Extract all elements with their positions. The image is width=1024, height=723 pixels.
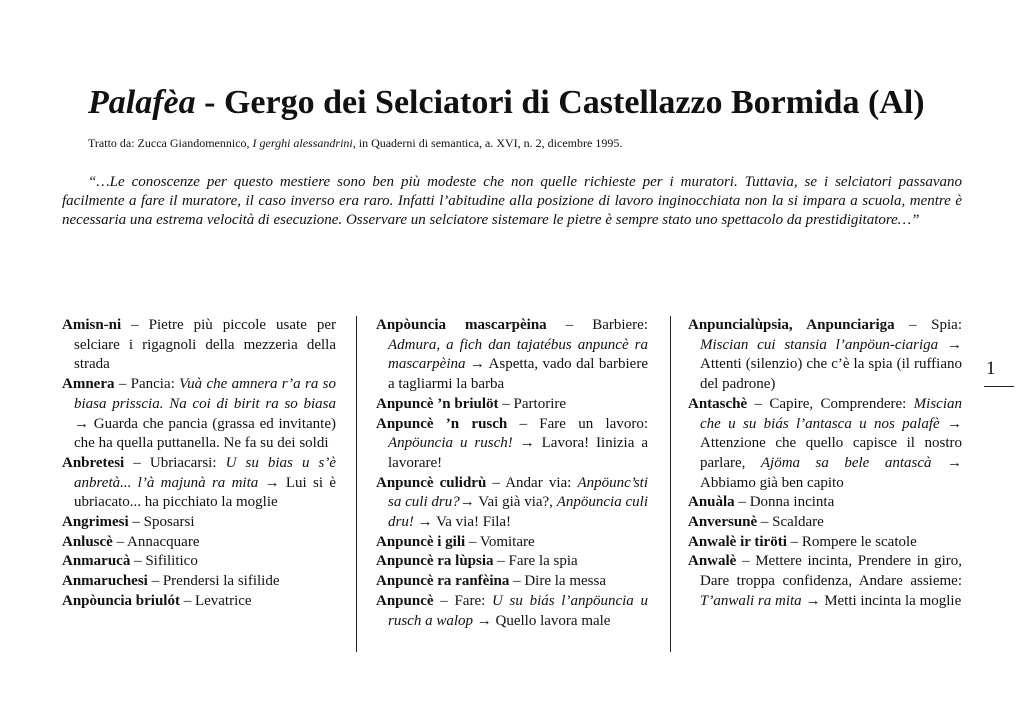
entry-term: Anpuncè ra lùpsia <box>376 553 494 570</box>
entry-translation: → Lavora! Iinizia a lavorare! <box>388 435 648 471</box>
entry-definition: – Ubriacarsi: <box>124 454 226 471</box>
entry-definition: – Fare un lavoro: <box>507 415 648 432</box>
entry-term: Anpuncialùpsia, Anpunciariga <box>688 317 895 333</box>
glossary-entry <box>688 513 962 533</box>
glossary-entry <box>62 454 336 513</box>
glossary-entry <box>62 375 336 454</box>
entry-translation: → Aspetta, vado dal barbiere a tagliarmi la barba <box>388 356 648 393</box>
entry-term: Anpuncè ’n rusch <box>376 415 508 432</box>
page-number: 1 <box>986 358 996 379</box>
entry-definition: – Donna incinta <box>734 494 835 511</box>
glossary-entry <box>376 395 648 415</box>
entry-definition: – Fare la spia <box>493 553 578 570</box>
entry-term: Anversunè <box>688 514 758 531</box>
entry-term: Anuàla <box>688 494 735 511</box>
entry-term: Anpuncè ra ranfèina <box>376 573 510 590</box>
entry-term: Amisn-ni <box>62 317 122 333</box>
entry-example: Admura, a fich dan tajatébus anpuncè ra mascarpèina <box>388 336 648 373</box>
entry-example: Vuà che amnera r’a ra so biasa prisscia. Na coi di birit ra so biasa <box>74 376 336 412</box>
entry-term: Anwalè ir tiröti <box>688 533 787 550</box>
page-title <box>88 84 925 122</box>
entry-definition: – Pancia: <box>114 376 180 393</box>
entry-definition: – Vomitare <box>465 533 535 550</box>
entry-definition: – Levatrice <box>179 592 252 609</box>
entry-translation: → Attenti (silenzio) che c’è la spia (il ruffiano del padrone) <box>700 336 962 393</box>
entry-definition: – Dire la messa <box>509 573 606 590</box>
source-prefix: Tratto da: Zucca Giandomennico, <box>88 136 253 150</box>
entry-example: T’anwali ra mita <box>700 592 802 609</box>
column-divider <box>356 316 357 652</box>
entry-definition: – Sposarsi <box>128 514 195 531</box>
entry-definition: – Fare: <box>433 592 492 609</box>
entry-example: Anpöuncia culi dru! <box>388 494 648 531</box>
entry-example: Anpöuncia u rusch! <box>388 435 513 452</box>
title-rest: - Gergo dei Selciatori di Castellazzo Bormida (Al) <box>195 84 925 121</box>
glossary-entry <box>688 493 962 513</box>
entry-definition: – Capire, Comprendere: <box>747 395 914 412</box>
title-italic: Palafèa <box>88 84 196 121</box>
entry-definition: – Barbiere: <box>546 317 648 333</box>
glossary-entry <box>688 552 962 611</box>
source-work: I gerghi alessandrini <box>252 136 353 150</box>
entry-translation: → Va via! Fila! <box>413 514 512 531</box>
entry-term: Anmarucà <box>62 553 131 570</box>
glossary-entry <box>688 533 962 553</box>
glossary-entry <box>62 316 336 375</box>
glossary-entry <box>376 592 648 631</box>
entry-translation: → Metti incinta la moglie <box>801 592 962 609</box>
entry-definition: – Annacquare <box>112 533 200 550</box>
entry-definition: – Mettere incinta, Prendere in giro, Dare troppa confidenza, Andare assieme: <box>700 553 962 590</box>
glossary-entry <box>376 316 648 395</box>
entry-definition: – Pietre più piccole usate per selciare i rigagnoli della mezzeria della strada <box>74 317 336 373</box>
entry-example: Anpöunc’sti sa culi dru? <box>388 474 648 511</box>
glossary-column-3 <box>688 316 962 612</box>
glossary-entry <box>62 552 336 572</box>
glossary-entry <box>376 415 648 474</box>
entry-definition: – Sifilitico <box>130 553 198 570</box>
glossary-entry <box>376 552 648 572</box>
source-citation <box>88 136 622 151</box>
entry-definition: – Prendersi la sifilide <box>147 573 280 590</box>
entry-definition: – Partorire <box>498 395 567 412</box>
entry-translation: → Vai già via?, <box>459 494 557 511</box>
glossary-entry <box>376 533 648 553</box>
entry-example: U su bias u s’è anbretà... l’à majunà ra mita <box>74 454 337 491</box>
intro-quote: “…Le conoscenze per questo mestiere sono ben più modeste che non quelle richieste per i muratori. Tuttavia, se i selciatori passavano facilmente a fare il muratore, il caso inverso era raro. Infatti l’abitudine alla posizione di lavoro inginocchiata non la si impara a scuola, mentre è necessaria una estrema velocità di esecuzione. Osservare un selciatore sistemare le pietre è sempre stato uno spettacolo da prestidigitatore…” <box>62 174 962 228</box>
page-number-rule <box>984 386 1014 387</box>
entry-term: Anpuncè <box>376 592 434 609</box>
entry-term: Anbretesi <box>62 454 125 471</box>
entry-term: Anmaruchesi <box>62 573 148 590</box>
entry-translation: → Quello lavora male <box>473 612 611 629</box>
entry-term: Anwalè <box>688 553 737 570</box>
glossary-entry <box>376 474 648 533</box>
entry-term: Angrimesi <box>62 514 129 531</box>
glossary-column-1 <box>62 316 336 612</box>
entry-definition: – Spia: <box>894 317 962 333</box>
entry-term: Anluscè <box>62 533 113 550</box>
glossary-entry <box>62 513 336 533</box>
glossary-column-2 <box>376 316 648 631</box>
entry-term: Anpuncè i gili <box>376 533 466 550</box>
glossary-entry <box>62 533 336 553</box>
entry-term: Antaschè <box>688 395 748 412</box>
entry-translation: → Abbiamo già ben capito <box>700 454 962 491</box>
entry-translation: → Attenzione che quello capisce il nostro parlare, <box>700 415 962 471</box>
entry-example: Miscian che u su biás l’antasca u nos palafè <box>700 395 962 432</box>
entry-term: Anpòuncia mascarpèina <box>376 317 547 333</box>
glossary-entry <box>688 316 962 395</box>
entry-term: Amnera <box>62 376 115 393</box>
entry-example: U su biás l’anpöuncia u rusch a walop <box>388 592 648 629</box>
entry-example: Ajöma sa bele antascà <box>760 454 932 471</box>
entry-definition: – Scaldare <box>757 514 824 531</box>
column-divider <box>670 316 671 652</box>
entry-term: Anpuncè culidrù <box>376 474 487 491</box>
glossary-entry <box>62 592 336 612</box>
entry-term: Anpuncè ’n briulöt <box>376 395 499 412</box>
glossary-entry <box>376 572 648 592</box>
entry-term: Anpòuncia briulót <box>62 592 180 609</box>
entry-definition: – Rompere le scatole <box>786 533 917 550</box>
entry-translation: → Guarda che pancia (grassa ed invitante) che ha quella puttanella. Ne fa su dei soldi <box>74 415 336 452</box>
glossary-entry <box>62 572 336 592</box>
entry-translation: → Lui si è ubriacato... ha picchiato la moglie <box>74 474 336 511</box>
entry-definition: – Andar via: <box>486 474 578 491</box>
glossary-entry <box>688 395 962 494</box>
source-suffix: , in Quaderni di semantica, a. XVI, n. 2, dicembre 1995. <box>352 136 623 150</box>
entry-example: Miscian cui stansia l’anpöun-ciariga <box>700 336 939 353</box>
